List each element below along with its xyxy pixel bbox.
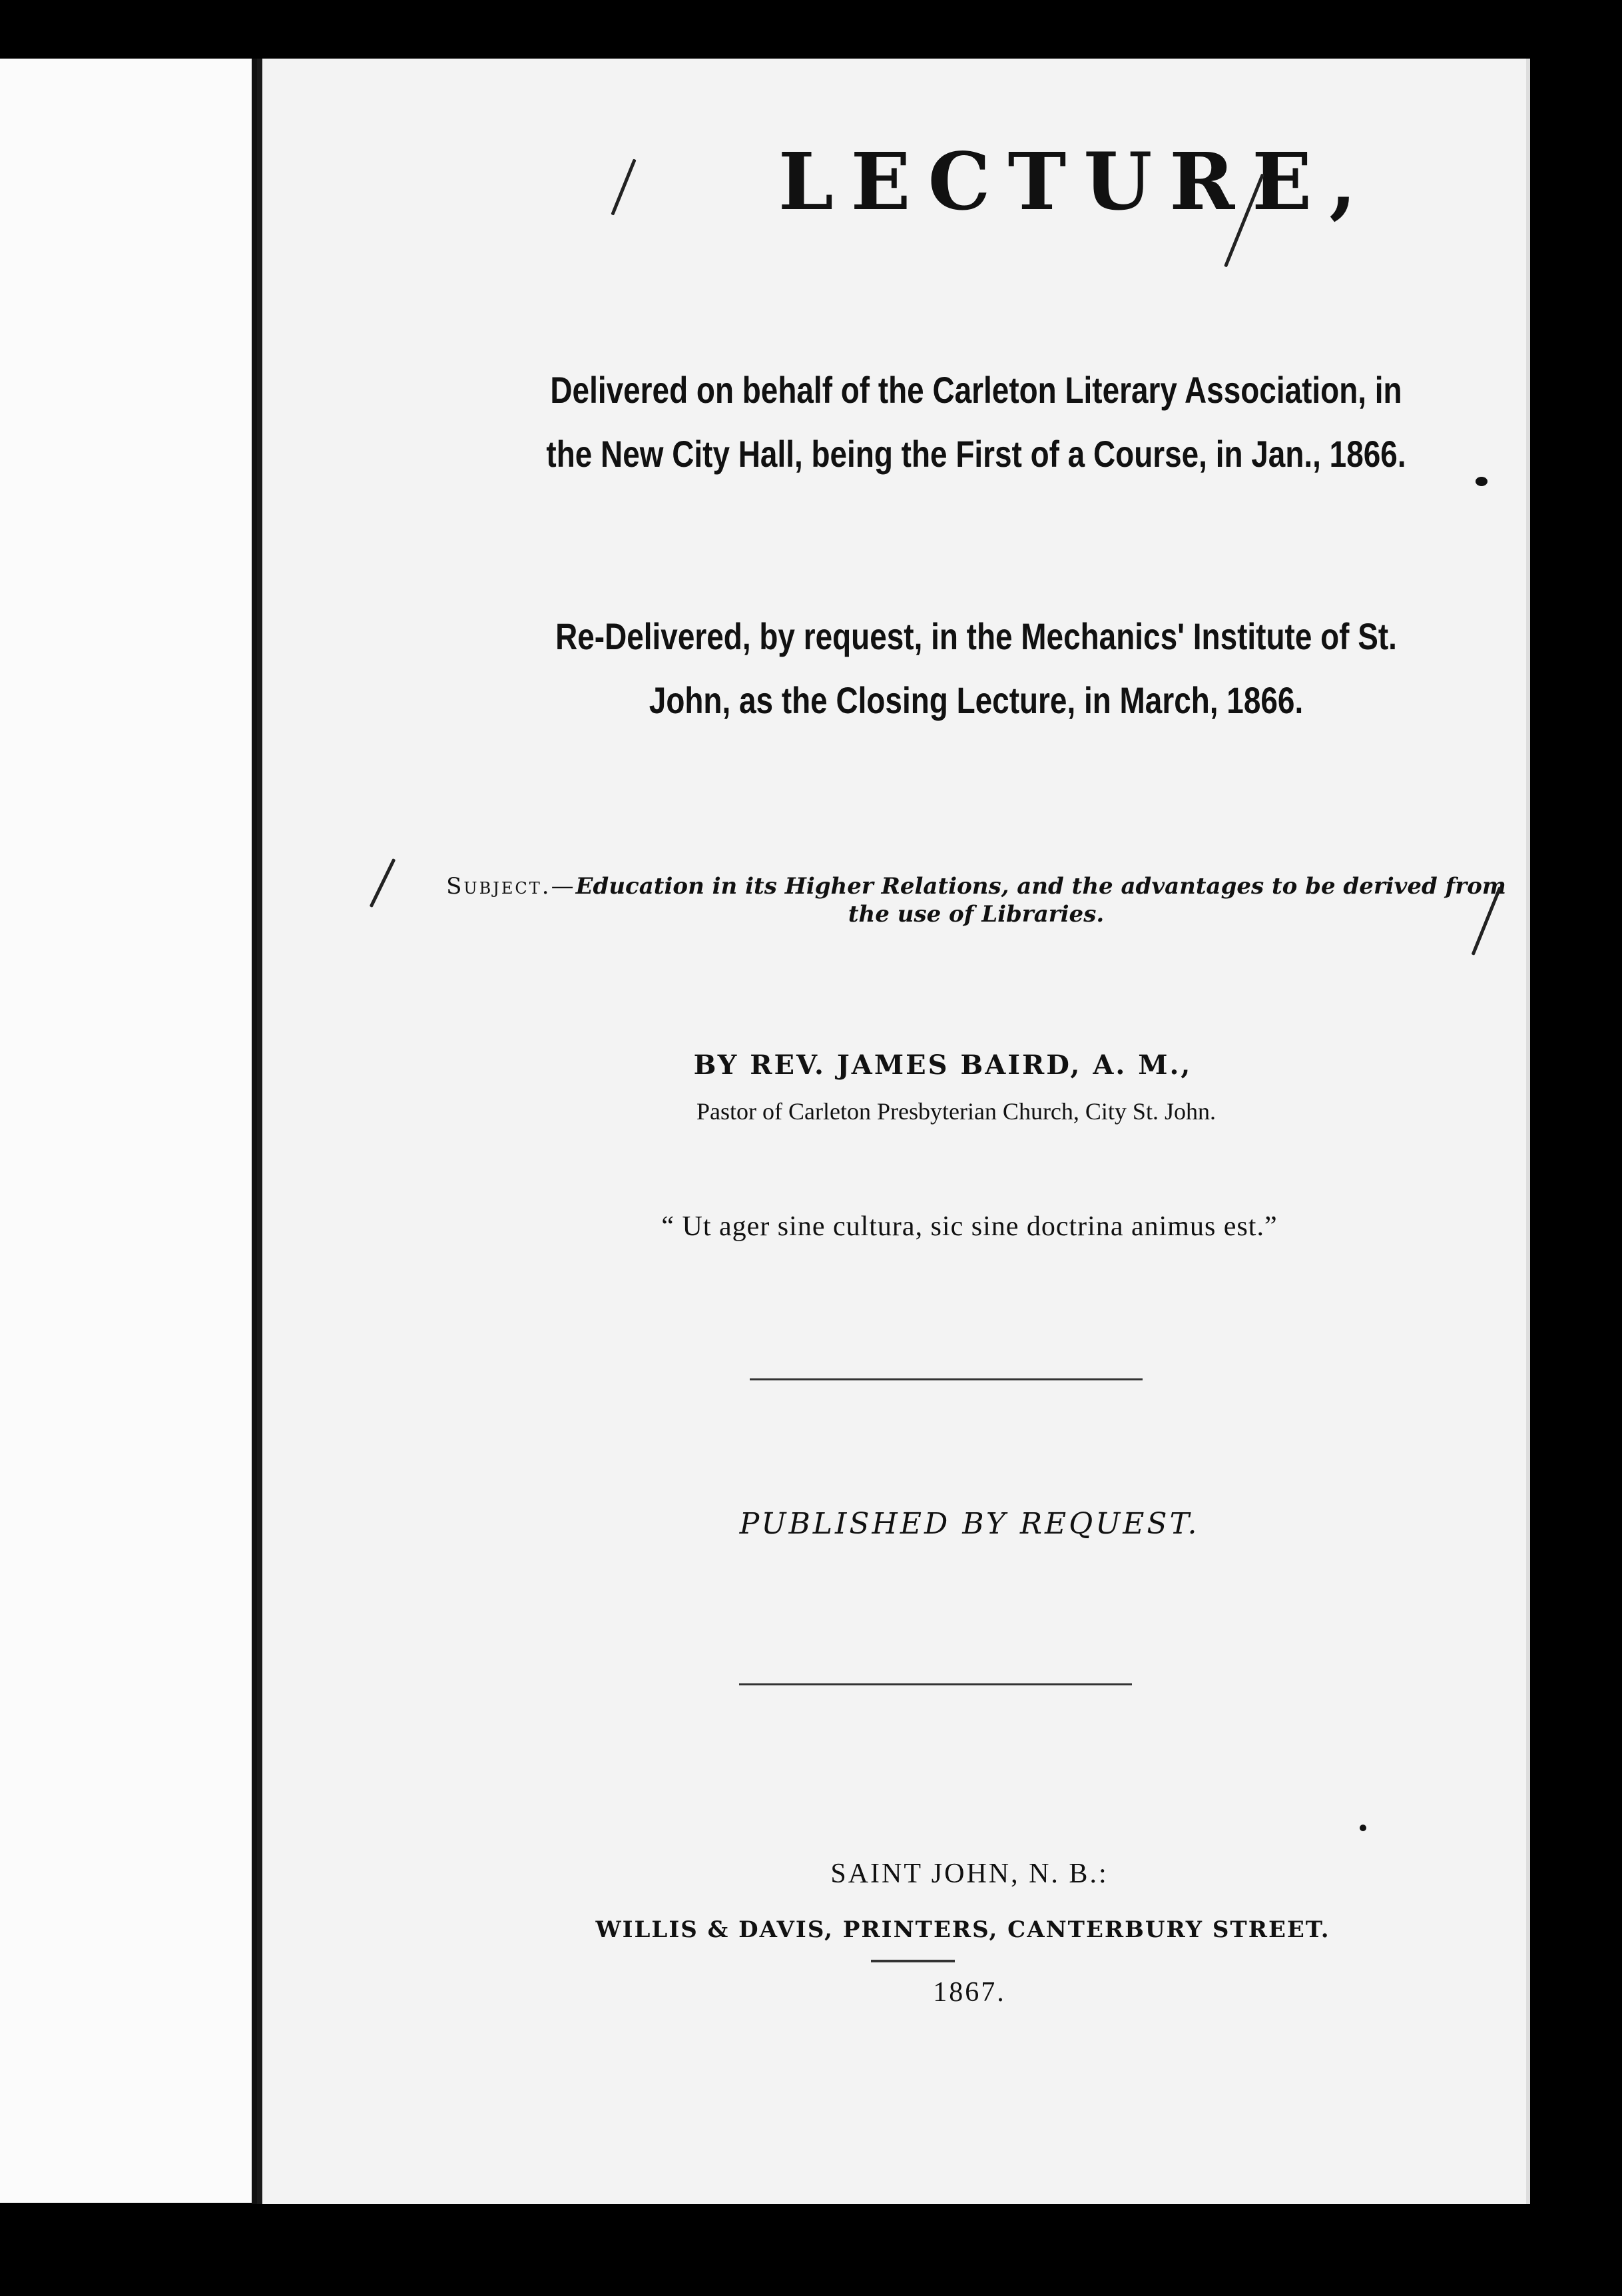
author-line: BY REV. JAMES BAIRD, A. M., [693, 1049, 1193, 1081]
imprint-city: SAINT JOHN, N. B.: [830, 1859, 1109, 1889]
delivery-note: Delivered on behalf of the Carleton Literary Association, in the New City Hall, being the First of a Course, in Jan., 1866. [546, 369, 1406, 475]
imprint-printer: WILLIS & DAVIS, PRINTERS, CANTERBURY STREET. [595, 1916, 1330, 1943]
pencil-mark [611, 158, 636, 215]
redelivery-note: Re-Delivered, by request, in the Mechanics' Institute of St. John, as the Closing Lecture, in March, 1866. [555, 615, 1397, 721]
author-title: Pastor of Carleton Presbyterian Church, City St. John. [696, 1098, 1216, 1125]
ink-spot [1476, 477, 1487, 486]
latin-motto: “ Ut ager sine cultura, sic sine doctrina animus est.” [661, 1211, 1278, 1242]
divider-rule [739, 1683, 1132, 1685]
ink-spot [1360, 1825, 1366, 1831]
title-page [257, 59, 1530, 2204]
document-title: LECTURE, [778, 135, 1374, 228]
pencil-mark [370, 858, 396, 908]
imprint-rule [871, 1960, 955, 1962]
subject-label: Subject.— [446, 873, 576, 900]
subject-line [423, 872, 1529, 928]
published-by-request: PUBLISHED BY REQUEST. [739, 1507, 1200, 1541]
facing-blank-page [0, 59, 252, 2203]
divider-rule [750, 1378, 1143, 1380]
subject-text: Education in its Higher Relations, and the advantages to be derived from the use of Libraries. [575, 873, 1506, 928]
imprint-year: 1867. [933, 1977, 1006, 2008]
